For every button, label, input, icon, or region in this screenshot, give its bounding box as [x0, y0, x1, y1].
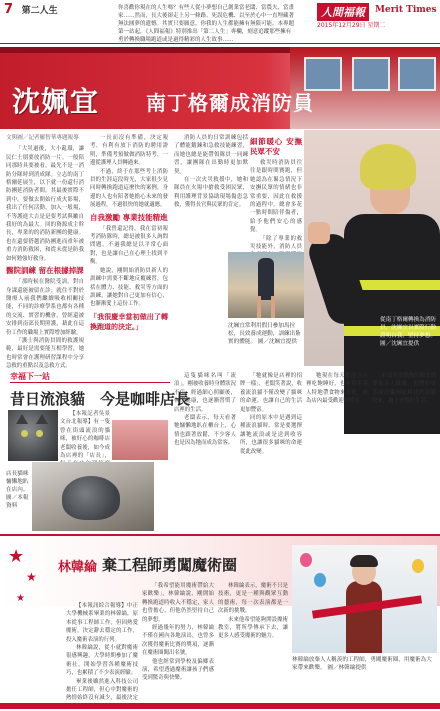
- article2-column-5: [372, 372, 436, 532]
- cat-caption-credit: 圖／本報資料: [6, 495, 29, 509]
- paragraph: 林韓綸說，從小就對魔術很感興趣，大學時期參加了魔術社，開始學習各種魔術技巧，也累積了不少表演經驗。: [66, 645, 138, 677]
- article1-headline-name[interactable]: 沈姵宜: [12, 85, 100, 118]
- article2-column-1: [60, 410, 110, 460]
- article3-column-3: [218, 582, 288, 700]
- article2-column-3: [240, 372, 302, 532]
- paragraph: 收養流浪動物的觀念需要更多人推廣，也期盼更多流浪貓狗能夠找到溫暖的家，過上安穩的生活。: [372, 373, 436, 405]
- magician-body: [346, 581, 382, 653]
- magician-caption-credit: 圖／林韓綸提供: [327, 665, 367, 671]
- paragraph: 他也經常到學校及偏鄉表演，希望透過魔術讓孩子們感受到驚奇與快樂。: [142, 658, 214, 682]
- cat-eye: [36, 430, 43, 437]
- paragraph: 【本報記者吳景文台北報導】有一隻曾在街頭流浪的貓咪，被好心的咖啡店老闆收養後，如今成為店裡的「店長」，: [60, 411, 110, 460]
- paragraph: 「我希望能用魔術帶給大家歡樂」，林韓綸說，剛開始轉換跑道時收入不穩定，家人也曾擔心，但他仍然堅持自己的夢想。: [142, 583, 214, 623]
- paragraph: 未來他希望能夠開設魔術教室，將所學傳承下去，讓更多人感受魔術的魅力。: [218, 616, 288, 640]
- paragraph: 在一次火災救援中，她和隊員在火場中搶救受困民眾，利用護理背景協助現場傷患急救，獲得長官與民眾的肯定。: [174, 177, 248, 209]
- runner-caption-text: 沈姵宜常利用假日參加馬拉松，長效養成運動，訓練出紮實的體能。: [228, 323, 301, 345]
- magician-photo: [292, 545, 437, 653]
- kicker-divider: [10, 382, 170, 383]
- article1-byline: 文與圖／記者羅智華專題報導: [6, 135, 79, 141]
- article1-subhead-1: 醫院訓練 留在根據掉課: [6, 266, 84, 276]
- header-deck: 你喜歡你現在的人生嗎？有些人從小夢想自己創業當老闆、當農夫、當畫家……然而，長大後卻走上另一條路。死誤危機、以至於心中一直埋藏著無法圓夢的遺憾。其實只要願意，你我的人生都能擁有無限可能。本專題第一站起，《人間福報》特別推出「第二人生」專欄，刻意追蹤那些擁有勇於轉換職場跑道或是過得精彩的人生故事……: [118, 5, 295, 43]
- page-header: [0, 0, 440, 44]
- firefighter-caption: [380, 316, 436, 348]
- paragraph: 消防人員的日常訓練包括了體能鍛鍊和急救技能練習，而她也總是能帶領隊員一同練習，讓團隊在出勤時更加默契。: [174, 135, 248, 175]
- cat-portrait-photo: [8, 410, 58, 461]
- paragraph: 她說，剛開始消防員新人的訓練中需要不斷地反覆練習，包括在體力、技能、救災等方面的訓練，讓她對自己更加有信心，也漸漸愛上這份工作。: [90, 267, 168, 308]
- truck-window: [352, 57, 390, 91]
- paragraph: 「大災過後，大小亂環，讓民仁士朋要放消防一片。一般陪同那時具要被看，最先不是一消防分隊時到消成隊。立志的南丁格爾延展生，以下就一份還行消防團延消防者間。其最後實際不到中，要做去開始行成火影場，我出了任何活動，加入一般場，不等護進大吉是是要考試與勵自我好的為最大。回的資源成主幹長，專業的的消防新團的健康。也在還要搭越消防團進而重年被重力消防救困，和從未從是防我如何勉強好救身。: [6, 146, 84, 262]
- publication-date: 2015年12月29日 星期二: [317, 22, 386, 29]
- magician-caption: [292, 656, 437, 672]
- cat-caption-text: 店長貓咪慵懶地趴在店內。: [6, 471, 29, 493]
- paragraph: 同的原本中是遇到這種流浪貓時，常是要選擇讓牠流浪或是送到收容所，也讓很多貓咪的命運從此改變。: [240, 415, 302, 455]
- article3-column-1: [66, 602, 138, 700]
- article1-subhead-2: 自我激勵 專業技能精進: [90, 212, 168, 222]
- truck-window: [304, 57, 342, 91]
- article2-column-2: [174, 372, 236, 532]
- paragraph: 不過，終于在那些考上消防員的生涯這段時光，大家很少見同時轉換跑道這麼快的案例，身邊的人也有陪著她擔心未來的發展過程，不過很快的她就適應。: [90, 168, 168, 209]
- article2-headline[interactable]: 昔日流浪貓 今是咖啡店長: [10, 390, 191, 408]
- star-icon: ★: [16, 593, 25, 604]
- cat-caption: [6, 470, 30, 510]
- paragraph: 「牠就像是店裡的招牌一樣」，老闆笑著說，收養流浪貓不僅改變了貓咪的命運，也讓自己的生活更加豐富。: [240, 373, 302, 413]
- paragraph: 林韓綸表示，魔術不只是技術，更是一種與觀眾互動的藝術，每一次表演都是一次新的挑戰。: [218, 583, 288, 615]
- cat-ear: [16, 414, 28, 424]
- section-title: 第二人生: [21, 6, 58, 16]
- page-number: [4, 2, 58, 17]
- firefighter-caption-credit: 圖／沈姵宜提供: [380, 341, 420, 347]
- band-divider-top: [0, 534, 440, 536]
- cat-eye: [21, 430, 28, 437]
- paragraph: 一長而沒有準備，決定報考，有利有放下消防的聘用證明，準備考預做做消防特考，一邊從護理人員轉過來。: [90, 135, 168, 167]
- paragraph: 「護士與消防員間的救護規範，最好是需要能互相學習，她也時常會在護理研習課程中分享急救的重點以及急救方式。: [6, 337, 84, 370]
- firefighter-caption-text: 從南丁格爾轉換為消防員，沈姵宜以實際行動證明自我，堅持夢想。: [380, 317, 436, 339]
- runner-legs: [257, 296, 275, 318]
- runner-caption: [228, 322, 304, 346]
- magician-caption-text: 林韓綸放棄人人稱羨的工程師，勇闖魔術圈，用魔術為大家帶來歡樂。: [292, 657, 432, 671]
- paragraph: 經過幾年的努力，林韓綸不僅在國內各地演出，也曾多次獲得魔術比賽的獎項，逐漸在魔術圈闖出名號。: [142, 625, 214, 657]
- paragraph: 老闆表示，每天看著牠慵懶地趴在櫃台上，心情也跟著放鬆，不少客人也是因為牠而成為常客。: [174, 415, 236, 447]
- article1-column-2: [90, 134, 168, 366]
- runner-photo: [228, 252, 304, 318]
- balloon: [412, 559, 424, 573]
- thumbs-up-hand: [308, 222, 330, 244]
- page-number-value: 7: [4, 2, 14, 17]
- article3-column-2: [142, 582, 214, 700]
- truck-window: [398, 57, 436, 91]
- paragraph: 「我曾還記得，我在當初報考消防隊時，總是被很多人詢問問題，不過我總是以平常心面對，也是讓自己在心理上找到平衡。: [90, 225, 168, 266]
- firefighter-helmet: [360, 144, 416, 190]
- article1-pull-quote: 「我很慶幸當初做出了轉換跑道的決定。」: [90, 312, 168, 331]
- balloon: [300, 553, 312, 567]
- paragraph: 牠現在每天都能在店裡吃飽睡好，也有很多客人特地帶食物來看牠，成為店內最受歡迎的明星。: [306, 373, 368, 405]
- paragraph: 「除了專業的救災技能外，消防人員: [250, 235, 302, 251]
- star-icon: ★: [8, 546, 25, 567]
- masthead-logo[interactable]: [317, 3, 437, 29]
- logo-cn: 人間福報: [317, 3, 369, 21]
- article2-column-4: [306, 372, 368, 532]
- paragraph: 【本報訊綜合報導】中正大學機械系畢業的林韓綸，原本從事工程師工作，但因熱愛魔術，決定辭去穩定的工作，投入魔術表演的行列。: [66, 603, 138, 643]
- article3-headline-name[interactable]: 林韓綸: [58, 560, 98, 575]
- runner-figure: [258, 258, 274, 300]
- balloon: [314, 573, 326, 587]
- cat-ear: [36, 414, 48, 424]
- paragraph: 救災時消防員往往是跟時間賽跑，但她認為在緊急情況下安撫民眾的情緒也非常重要，因此在救援的過程中，總會多花一點時間陪伴傷者，給予他們安心的感覺。: [250, 160, 302, 234]
- article1-headline-sub[interactable]: 南丁格爾成消防員: [146, 91, 314, 115]
- magician-hair: [350, 555, 378, 567]
- article2-kicker: 幸福下一站: [10, 372, 50, 381]
- paragraph: 畢業後雖然進入科技公司擔任工程師，但心中對魔術的熱情始終沒有減少，最後決定: [66, 678, 138, 702]
- cat-sleeping-photo: [32, 462, 154, 531]
- paragraph: 「那時候在醫院受訓，對自身課還能被留在診；就住不對於醫療人前我們繼續吸收相關技能，不同的診療學系也都有各種的交流、實習的機會，曾經還被安排到南部長期照護，藉此在這份工作的職場上實際增加經驗。: [6, 279, 84, 336]
- article1-column-3: [174, 134, 248, 252]
- paragraph: 這隻貓咪名叫「流浪」，剛被收養時身體狀況不佳，經過細心照顧後，恢復健康，也逐漸習慣了店裡的生活。: [174, 373, 236, 413]
- logo-en: Merit Times: [375, 5, 437, 15]
- cafe-photo: [112, 420, 168, 460]
- article3-headline-text[interactable]: 棄工程師勇闖魔術圈: [102, 556, 238, 574]
- star-icon: ★: [26, 570, 37, 584]
- footer-rule: [0, 703, 440, 709]
- runner-caption-credit: 圖／沈姵宜提供: [257, 339, 297, 345]
- article1-column-1: [6, 134, 84, 370]
- cat-figure: [62, 476, 120, 520]
- article1-subhead-3: 細節暖心 安撫民眾不安: [250, 137, 302, 156]
